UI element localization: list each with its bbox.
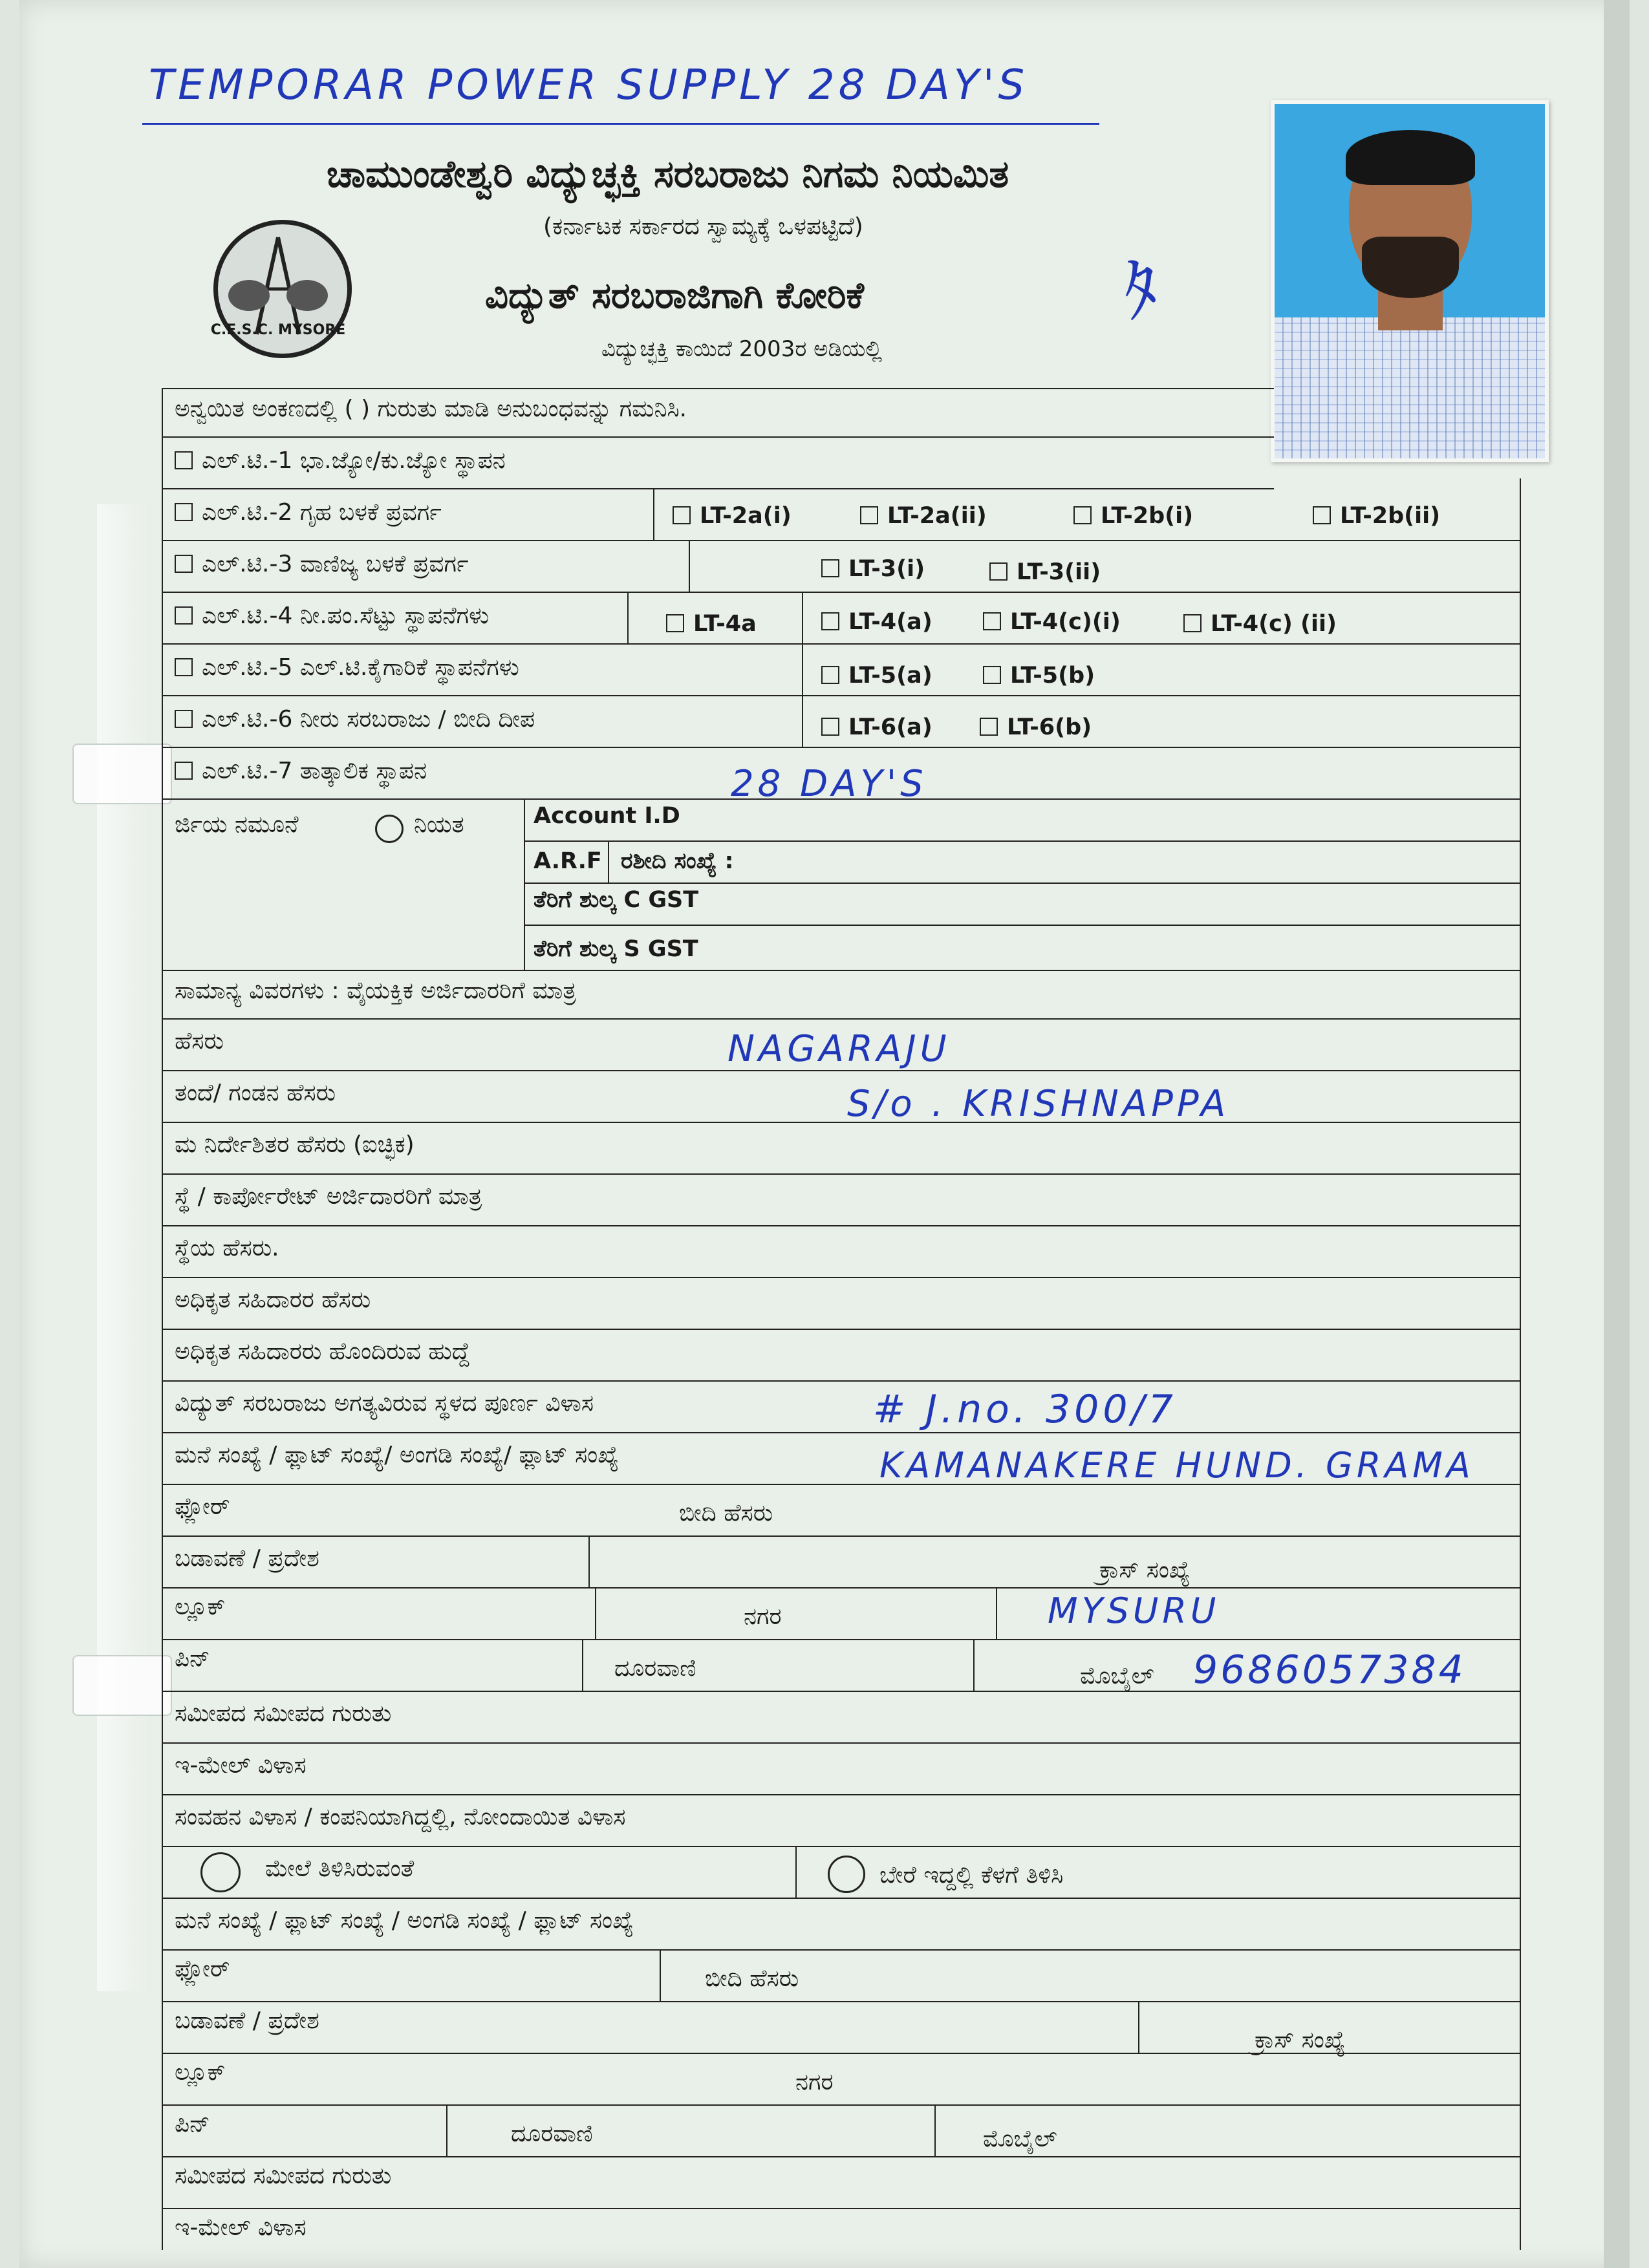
supply-area-label: ಬಡಾವಣೆ / ಪ್ರದೇಶ <box>175 1545 319 1572</box>
sgst-label: ತೆರಿಗೆ ಶುಲ್ಕ S GST <box>534 936 698 962</box>
row-line <box>162 488 1274 489</box>
supply-locality-value[interactable]: KAMANAKERE HUND. GRAMA <box>879 1445 1474 1486</box>
option-lt6a[interactable]: LT-6(a) <box>821 714 932 740</box>
signatory-post-label: ಅಧಿಕೃತ ಸಹಿದಾರರು ಹೊಂದಿರುವ ಹುದ್ದೆ <box>175 1338 470 1365</box>
cell-divider <box>627 592 629 643</box>
row-line <box>162 388 1274 389</box>
row-line <box>162 2001 1520 2002</box>
supply-city-value[interactable]: MYSURU <box>1048 1590 1220 1631</box>
row-line <box>162 970 1520 971</box>
cell-divider <box>595 1587 596 1639</box>
cgst-label: ತೆರಿಗೆ ಶುಲ್ಕ C GST <box>534 887 699 913</box>
org-name-label: ಸ್ಥೆಯ ಹೆಸರು. <box>175 1235 279 1261</box>
corporate-label: ಸ್ಥೆ / ಕಾರ್ಪೋರೇಟ್ ಅರ್ಜಿದಾರರಿಗೆ ಮಾತ್ರ <box>175 1183 482 1210</box>
option-lt2aii[interactable]: LT-2a(ii) <box>860 503 987 529</box>
supply-address-title: ವಿದ್ಯುತ್ ಸರಬರಾಜು ಅಗತ್ಯವಿರುವ ಸ್ಥಳದ ಪೂರ್ಣ ವಿಳಾಸ <box>175 1390 594 1417</box>
comm-taluk-label: ಲ್ಲೂಕ್ <box>175 2059 226 2086</box>
row-line <box>162 540 1520 541</box>
comm-address-title: ಸಂವಹನ ವಿಳಾಸ / ಕಂಪನಿಯಾಗಿದ್ದಲ್ಲಿ, ನೋಂದಾಯಿತ ವಿಳಾಸ <box>175 1804 626 1830</box>
comm-cross-label: ಕ್ರಾಸ್ ಸಂಖ್ಯೆ <box>1255 2027 1346 2053</box>
lt7-duration: 28 DAY'S <box>731 763 927 805</box>
row-line <box>162 2208 1520 2209</box>
form-sub: ವಿದ್ಯುಚ್ಛಕ್ತಿ ಕಾಯಿದೆ 2003ರ ಅಡಿಯಲ್ಲಿ <box>601 336 883 362</box>
cell-divider <box>795 1846 797 1898</box>
form-title: ವಿದ್ಯುತ್ ಸರಬರಾಜಿಗಾಗಿ ಕೋರಿಕೆ <box>485 275 864 317</box>
row-line <box>162 1225 1520 1226</box>
supply-mobile-value[interactable]: 9686057384 <box>1193 1647 1466 1693</box>
comm-area-label: ಬಡಾವಣೆ / ಪ್ರದೇಶ <box>175 2007 319 2034</box>
option-lt5a[interactable]: LT-5(a) <box>821 663 932 689</box>
category-lt2[interactable]: ಎಲ್.ಟಿ.-2 ಗೃಹ ಬಳಕೆ ಪ್ರವರ್ಗ <box>175 499 442 526</box>
other-address-label: ಬೇರೆ ಇದ್ದಲ್ಲಿ ಕೆಳಗೆ ತಿಳಿಸಿ <box>879 1862 1064 1888</box>
row-line <box>162 1794 1520 1795</box>
general-section-title: ಸಾಮಾನ್ಯ ವಿವರಗಳು : ವೈಯಕ್ತಿಕ ಅರ್ಜಿದಾರರಿಗೆ ಮಾತ್ರ <box>175 978 576 1004</box>
option-lt5b[interactable]: LT-5(b) <box>983 663 1095 689</box>
row-line <box>162 1949 1520 1951</box>
nominee-label: ಮ ನಿರ್ದೇಶಿತರ ಹೆಸರು (ಐಚ್ಛಿಕ) <box>175 1131 415 1158</box>
row-line <box>162 1535 1520 1537</box>
other-address-radio[interactable] <box>828 1856 865 1893</box>
row-line <box>162 1070 1520 1071</box>
father-value[interactable]: S/o . KRISHNAPPA <box>847 1083 1230 1125</box>
cell-divider <box>802 592 803 747</box>
form-left-border <box>162 388 163 2250</box>
row-line <box>162 1587 1520 1589</box>
cell-divider <box>934 2104 936 2156</box>
supply-house-label: ಮನೆ ಸಂಖ್ಯೆ / ಫ್ಲಾಟ್ ಸಂಖ್ಯೆ/ ಅಂಗಡಿ ಸಂಖ್ಯೆ/ ಫ್ಲಾಟ್ ಸಂಖ್ಯೆ <box>175 1442 619 1468</box>
comm-city-label: ನಗರ <box>795 2069 834 2095</box>
option-lt2bi[interactable]: LT-2b(i) <box>1073 503 1193 529</box>
cell-divider <box>524 798 525 970</box>
row-line <box>162 1018 1520 1020</box>
option-lt3i[interactable]: LT-3(i) <box>821 556 925 582</box>
row-line <box>162 592 1520 593</box>
option-lt2bii[interactable]: LT-2b(ii) <box>1313 503 1440 529</box>
instruction-text: ಅನ್ವಯಿತ ಅಂಕಣದಲ್ಲಿ ( ) ಗುರುತು ಮಾಡಿ ಅನುಬಂಧವನ್ನು ಗಮನಿಸಿ. <box>175 396 687 422</box>
account-id-label: Account I.D <box>534 803 680 829</box>
row-line <box>162 695 1520 696</box>
row-line <box>162 1639 1520 1640</box>
type-radio[interactable] <box>375 815 404 843</box>
binding-clip <box>72 1655 172 1716</box>
cell-divider <box>973 1639 975 1691</box>
supply-phone-label: ದೂರವಾಣಿ <box>614 1655 696 1682</box>
option-lt4ci[interactable]: LT-4(c)(i) <box>983 609 1121 635</box>
comm-phone-label: ದೂರವಾಣಿ <box>511 2121 593 2147</box>
cell-divider <box>1138 2001 1139 2053</box>
row-line <box>162 2104 1520 2106</box>
org-name: ಚಾಮುಂಡೇಶ್ವರಿ ವಿದ್ಯುಚ್ಛಕ್ತಿ ಸರಬರಾಜು ನಿಗಮ ನಿಯಮಿತ <box>327 152 1009 196</box>
same-address-label: ಮೇಲೆ ತಿಳಿಸಿರುವಂತೆ <box>265 1856 415 1882</box>
comm-mobile-label: ಮೊಬೈಲ್ <box>983 2126 1057 2152</box>
supply-street-label: ಬೀದಿ ಹೆಸರು <box>679 1500 773 1526</box>
binding-clip <box>72 744 172 804</box>
binding-strip <box>97 504 151 1991</box>
row-line <box>162 436 1274 438</box>
org-sub: (ಕರ್ನಾಟಕ ಸರ್ಕಾರದ ಸ್ವಾಮ್ಯಕ್ಕೆ ಒಳಪಟ್ಟಿದೆ) <box>543 213 863 240</box>
category-lt7[interactable]: ಎಲ್.ಟಿ.-7 ತಾತ್ಕಾಲಿಕ ಸ್ಥಾಪನ <box>175 758 427 785</box>
arf-label: A.R.F <box>534 848 602 874</box>
row-line <box>162 1329 1520 1330</box>
row-line <box>162 2156 1520 2157</box>
supply-email-label: ಇ-ಮೇಲ್ ವಿಳಾಸ <box>175 1752 307 1779</box>
row-line <box>162 1122 1520 1123</box>
row-line <box>162 643 1520 645</box>
row-line <box>162 1484 1520 1485</box>
category-lt3[interactable]: ಎಲ್.ಟಿ.-3 ವಾಣಿಜ್ಯ ಬಳಕೆ ಪ್ರವರ್ಗ <box>175 551 469 578</box>
cell-divider <box>660 1949 661 2001</box>
supply-floor-label: ಫ್ಲೋರ್ <box>175 1493 230 1520</box>
category-lt1[interactable]: ಎಲ್.ಟಿ.-1 ಭಾ.ಜ್ಯೋ/ಕು.ಜ್ಯೋ ಸ್ಥಾಪನ <box>175 447 506 475</box>
category-lt6[interactable]: ಎಲ್.ಟಿ.-6 ನೀರು ಸರಬರಾಜು / ಬೀದಿ ದೀಪ <box>175 706 535 733</box>
application-form <box>162 388 1520 2250</box>
logo-text: C.E.S.C. MYSORE <box>210 322 346 338</box>
signature-mark: ﾀ <box>1115 245 1167 334</box>
row-line <box>524 925 1520 926</box>
cell-divider <box>689 540 690 592</box>
row-line <box>162 1898 1520 1899</box>
row-line <box>162 747 1520 748</box>
category-lt4[interactable]: ಎಲ್.ಟಿ.-4 ನೀ.ಪಂ.ಸೆಟ್ಟು ಸ್ಥಾಪನೆಗಳು <box>175 603 489 630</box>
comm-pin-label: ಪಿನ್ <box>175 2111 210 2137</box>
option-lt2ai[interactable]: LT-2a(i) <box>673 503 792 529</box>
page-edge <box>1604 0 1630 2268</box>
supply-house-value[interactable]: # J.no. 300/7 <box>873 1387 1177 1432</box>
supply-city-label: ನಗರ <box>744 1603 782 1630</box>
comm-floor-label: ಫ್ಲೋರ್ <box>175 1956 230 1982</box>
cell-divider <box>608 840 609 883</box>
supply-taluk-label: ಲ್ಲೂಕ್ <box>175 1594 226 1620</box>
name-label: ಹೆಸರು <box>175 1028 224 1054</box>
supply-cross-label: ಕ್ರಾಸ್ ಸಂಖ್ಯೆ <box>1099 1557 1191 1583</box>
type-option-label: ನಿಯತ <box>414 811 464 838</box>
row-line <box>524 840 1520 842</box>
supply-pin-label: ಪಿನ್ <box>175 1645 210 1672</box>
handwritten-title: TEMPORAR POWER SUPPLY 28 DAY'S <box>149 61 1029 109</box>
row-line <box>162 1277 1520 1278</box>
supply-landmark-label: ಸಮೀಪದ ಸಮೀಪದ ಗುರುತು <box>175 1700 392 1727</box>
option-lt4cii[interactable]: LT-4(c) (ii) <box>1183 611 1337 637</box>
option-lt3ii[interactable]: LT-3(ii) <box>989 559 1101 585</box>
comm-house-label: ಮನೆ ಸಂಖ್ಯೆ / ಫ್ಲಾಟ್ ಸಂಖ್ಯೆ / ಅಂಗಡಿ ಸಂಖ್ಯೆ / ಫ್ಲಾಟ್ ಸಂಖ್ಯೆ <box>175 1907 634 1934</box>
row-line <box>162 1432 1520 1433</box>
row-line <box>162 2053 1520 2054</box>
option-lt4a[interactable]: LT-4a <box>666 611 757 637</box>
row-line <box>162 1691 1520 1692</box>
cell-divider <box>588 1535 590 1587</box>
category-lt5[interactable]: ಎಲ್.ಟಿ.-5 ಎಲ್.ಟಿ.ಕೈಗಾರಿಕೆ ಸ್ಥಾಪನೆಗಳು <box>175 654 519 681</box>
option-lt4-a[interactable]: LT-4(a) <box>821 609 932 635</box>
row-line <box>524 883 1520 884</box>
receipt-label: ರಶೀದಿ ಸಂಖ್ಯೆ : <box>621 848 734 874</box>
comm-street-label: ಬೀದಿ ಹೆಸರು <box>705 1965 799 1992</box>
cell-divider <box>996 1587 997 1639</box>
row-line <box>162 1173 1520 1175</box>
cell-divider <box>653 488 654 540</box>
row-line <box>162 1742 1520 1744</box>
signatory-label: ಅಧಿಕೃತ ಸಹಿದಾರರ ಹೆಸರು <box>175 1287 371 1313</box>
option-lt6b[interactable]: LT-6(b) <box>980 714 1092 740</box>
father-label: ತಂದೆ/ ಗಂಡನ ಹೆಸರು <box>175 1080 336 1106</box>
comm-landmark-label: ಸಮೀಪದ ಸಮೀಪದ ಗುರುತು <box>175 2163 392 2189</box>
title-underline <box>142 123 1099 125</box>
comm-email-label: ಇ-ಮೇಲ್ ವಿಳಾಸ <box>175 2214 307 2241</box>
application-type-label: ರ್ಜಿಯ ನಮೂನೆ <box>175 811 299 838</box>
cell-divider <box>446 2104 447 2156</box>
row-line <box>162 798 1520 800</box>
row-line <box>162 1846 1520 1847</box>
form-right-border <box>1520 478 1521 2250</box>
same-address-radio[interactable] <box>200 1852 241 1892</box>
row-line <box>162 1380 1520 1382</box>
name-value[interactable]: NAGARAJU <box>727 1028 951 1070</box>
cell-divider <box>582 1639 583 1691</box>
supply-mobile-label: ಮೊಬೈಲ್ <box>1080 1663 1154 1689</box>
